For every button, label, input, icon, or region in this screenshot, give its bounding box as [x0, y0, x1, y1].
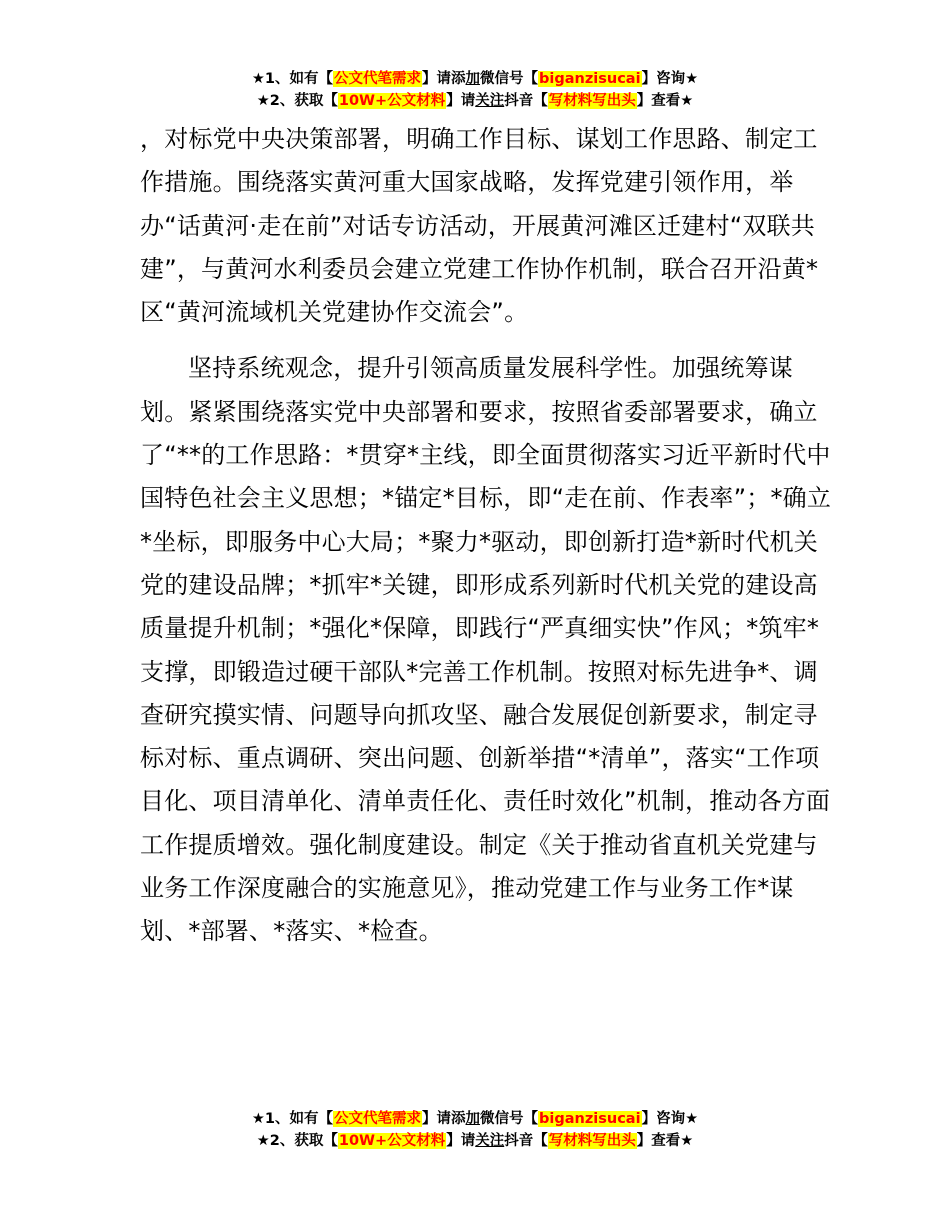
banner-text: 】请添	[422, 71, 466, 87]
footer-banner-line-1	[0, 1108, 950, 1130]
footer-banner-line-2	[0, 1130, 950, 1152]
banner-text: 】请添	[422, 1111, 466, 1127]
banner-highlight: 10W+公文材料	[338, 93, 446, 109]
banner-text: 】请	[446, 93, 476, 109]
footer-banner	[0, 1108, 950, 1152]
banner-text: 】咨询★	[641, 71, 699, 87]
banner-underlined-text: 加	[465, 71, 481, 87]
banner-highlight: biganzisucai	[539, 71, 641, 87]
body-paragraph-2: 坚持系统观念，提升引领高质量发展科学性。加强统筹谋划。紧紧围绕落实党中央部署和要求，按照省委部署要求，确立了“**的工作思路：*贯穿*主线，即全面贯彻落实习近平新时代中国特色社会主义思想；*锚定*目标，即“走在前、作表率”；*确立*坐标，即服务中心大局；*聚力*驱动，即创新打造*新时代机关党的建设品牌；*抓牢*关键，即形成系列新时代机关党的建设高质量提升机制；*强化*保障，即践行“严真细实快”作风；*筑牢*支撑，即锻造过硬干部队*完善工作机制。按照对标先进争*、调查研究摸实情、问题导向抓攻坚、融合发展促创新要求，制定寻标对标、重点调研、突出问题、创新举措“*清单”，落实“工作项目化、项目清单化、清单责任化、责任时效化”机制，推动各方面工作提质增效。强化制度建设。制定《关于推动省直机关党建与业务工作深度融合的实施意见》，推动党建工作与业务工作*谋划、*部署、*落实、*检查。	[140, 354, 832, 946]
banner-text: ★1、如有【	[251, 71, 334, 87]
banner-highlight: 写材料写出头	[548, 1133, 636, 1149]
banner-highlight: biganzisucai	[539, 1111, 641, 1127]
banner-text: 】请	[446, 1133, 476, 1149]
banner-highlight: 10W+公文材料	[338, 1133, 446, 1149]
banner-text: 】咨询★	[641, 1111, 699, 1127]
banner-text: 抖音【	[504, 93, 548, 109]
banner-underlined-text: 关注	[475, 93, 505, 109]
banner-underlined-text: 加	[465, 1111, 481, 1127]
document-body	[140, 118, 840, 954]
header-banner-line-2	[0, 90, 950, 112]
banner-text: 】查看★	[636, 93, 694, 109]
banner-highlight: 写材料写出头	[548, 93, 636, 109]
banner-underlined-text: 关注	[475, 1133, 505, 1149]
banner-highlight: 公文代笔需求	[334, 71, 422, 87]
header-banner	[0, 68, 950, 112]
banner-text: 抖音【	[504, 1133, 548, 1149]
banner-text: ★1、如有【	[251, 1111, 334, 1127]
body-paragraph-1: ，对标党中央决策部署，明确工作目标、谋划工作思路、制定工作措施。围绕落实黄河重大国家战略，发挥党建引领作用，举办“话黄河·走在前”对话专访活动，开展黄河滩区迁建村“双联共建”，与黄河水利委员会建立党建工作协作机制，联合召开沿黄*区“黄河流域机关党建协作交流会”。	[140, 125, 819, 327]
banner-text: ★2、获取【	[256, 1133, 338, 1149]
banner-text: 】查看★	[636, 1133, 694, 1149]
banner-text: 微信号【	[480, 71, 539, 87]
banner-highlight: 公文代笔需求	[334, 1111, 422, 1127]
banner-text: ★2、获取【	[256, 93, 338, 109]
header-banner-line-1	[0, 68, 950, 90]
banner-text: 微信号【	[480, 1111, 539, 1127]
